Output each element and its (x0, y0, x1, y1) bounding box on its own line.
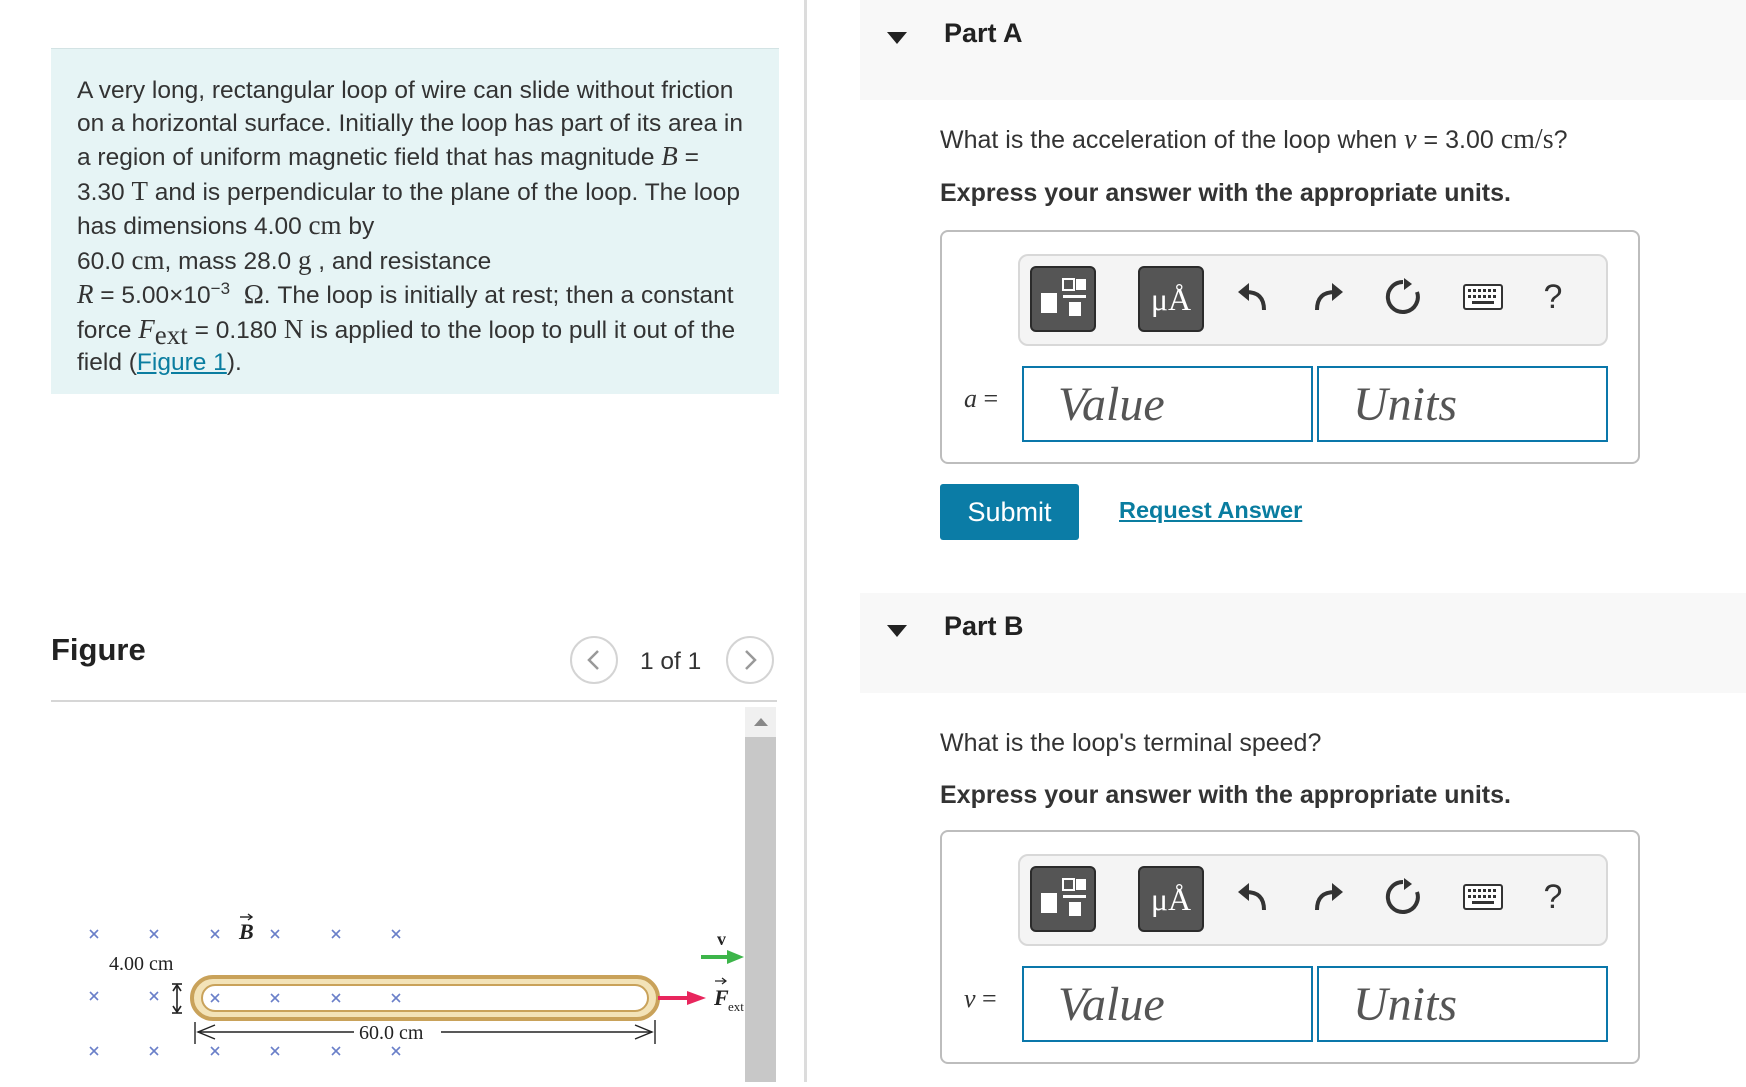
field-cross (150, 992, 158, 1000)
velocity-arrowhead (727, 950, 744, 964)
answer-variable-label (964, 384, 998, 414)
answer-variable-label (964, 984, 997, 1014)
unit-gram: g (297, 244, 312, 275)
field-cross (392, 1047, 400, 1055)
units-input[interactable] (1317, 366, 1608, 442)
figure-link[interactable]: Figure 1 (136, 349, 227, 376)
problem-text: = 0.180 (187, 316, 284, 344)
keyboard-icon[interactable] (1460, 274, 1506, 320)
fraction-template-icon (1038, 277, 1088, 321)
label-width: 4.00 cm (109, 953, 174, 975)
part-b-header[interactable] (860, 593, 1746, 693)
collapse-triangle-icon[interactable] (886, 28, 908, 51)
length-dimension (195, 1020, 655, 1044)
math-toolbar (1018, 854, 1608, 946)
submit-button[interactable]: Submit (940, 484, 1079, 540)
templates-button[interactable] (1030, 866, 1096, 932)
field-cross (271, 1047, 279, 1055)
problem-text: = 3.30 (77, 144, 699, 206)
width-dimension (172, 984, 182, 1013)
figure-counter: 1 of 1 (640, 648, 702, 675)
field-cross (211, 930, 219, 938)
part-b-answer-box (940, 830, 1640, 1064)
problem-text: is applied to the loop to pull it out of the field ( (77, 316, 736, 376)
units-icon: μÅ (1150, 280, 1192, 317)
chevron-left-icon (585, 649, 603, 671)
unit-tesla: T (131, 175, 148, 206)
request-answer-link[interactable]: Request Answer (1119, 497, 1303, 523)
part-a-header[interactable] (860, 0, 1746, 100)
undo-icon[interactable] (1230, 874, 1276, 920)
triangle-up-icon (753, 717, 769, 727)
exponent: −3 (210, 278, 231, 298)
keyboard-icon[interactable] (1460, 874, 1506, 920)
problem-text: , and resistance (311, 247, 492, 275)
problem-statement (51, 48, 779, 394)
redo-icon[interactable] (1305, 274, 1351, 320)
unit-ohm: Ω (243, 279, 264, 309)
problem-text: = 5.00×10 (93, 282, 211, 309)
field-cross (211, 1047, 219, 1055)
collapse-triangle-icon[interactable] (886, 621, 908, 644)
value-input[interactable] (1022, 366, 1313, 442)
label-v: v (717, 929, 726, 949)
field-cross (90, 992, 98, 1000)
units-input[interactable] (1317, 966, 1608, 1042)
question-text: = 3.00 (1416, 126, 1501, 154)
part-b-title: Part B (944, 611, 1024, 641)
field-cross (90, 930, 98, 938)
problem-text: ). (226, 349, 242, 376)
scroll-up-button[interactable] (745, 707, 776, 737)
value-input[interactable] (1022, 966, 1313, 1042)
field-cross (332, 1047, 340, 1055)
undo-icon[interactable] (1230, 274, 1276, 320)
unit-cm: cm (308, 210, 342, 240)
field-cross (392, 930, 400, 938)
field-cross (332, 930, 340, 938)
loop-diagram (51, 702, 744, 1082)
figure-panel (51, 702, 744, 1082)
part-a-question (940, 124, 1568, 156)
label-F: F (714, 985, 729, 1010)
subscript-ext: ext (154, 319, 188, 350)
templates-button[interactable] (1030, 266, 1096, 332)
figure-scrollbar[interactable] (745, 707, 776, 1082)
problem-text: and is perpendicular to the plane of the loop. The loop has dimensions 4.00 (77, 178, 741, 240)
problem-text: . The loop is initially at rest; then a constant force (77, 282, 734, 344)
wire-loop-inner (202, 985, 648, 1011)
part-a-title: Part A (944, 18, 1023, 48)
reset-icon[interactable] (1380, 874, 1426, 920)
field-cross (90, 1047, 98, 1055)
symbol-B: B (661, 141, 678, 171)
problem-text: 60.0 (77, 247, 132, 275)
equals-sign: = (975, 984, 997, 1013)
question-text: ? (1553, 126, 1568, 154)
field-cross (150, 1047, 158, 1055)
symbol-v: v (964, 984, 976, 1013)
force-arrowhead (687, 991, 706, 1005)
chevron-right-icon (741, 649, 759, 671)
equals-sign: = (977, 384, 999, 413)
symbol-v: v (1404, 124, 1417, 155)
unit-cm: cm (131, 244, 165, 275)
symbol-R: R (77, 279, 94, 309)
symbol-a: a (964, 384, 977, 413)
units-icon: μÅ (1150, 880, 1192, 917)
redo-icon[interactable] (1305, 874, 1351, 920)
part-b-instructions: Express your answer with the appropriate units. (940, 781, 1511, 809)
unit-newton: N (283, 313, 304, 344)
help-icon[interactable]: ? (1543, 877, 1563, 916)
help-icon[interactable]: ? (1543, 277, 1563, 316)
label-F-sub: ext (728, 999, 744, 1014)
column-divider (804, 0, 807, 1082)
label-B: B (239, 919, 254, 944)
symbol-F: F (138, 313, 155, 344)
figure-title: Figure (51, 632, 146, 667)
figure-next-button[interactable] (726, 636, 774, 684)
question-text: What is the acceleration of the loop when (940, 126, 1405, 154)
label-length: 60.0 cm (359, 1022, 424, 1044)
unit-cm-per-s: cm/s (1500, 124, 1554, 155)
math-toolbar (1018, 254, 1608, 346)
reset-icon[interactable] (1380, 274, 1426, 320)
units-button[interactable] (1138, 866, 1204, 932)
part-a-instructions: Express your answer with the appropriate units. (940, 179, 1511, 207)
field-cross (271, 930, 279, 938)
problem-text: by (341, 213, 375, 240)
fraction-template-icon (1038, 877, 1088, 921)
figure-prev-button[interactable] (570, 636, 618, 684)
part-b-question: What is the loop's terminal speed? (940, 729, 1322, 757)
problem-text: A very long, rectangular loop of wire can slide without friction on a horizontal surface. Initially the loop has part of its area in a region of uniform magnetic field that has magnitude (77, 77, 743, 171)
field-cross (150, 930, 158, 938)
part-a-answer-box (940, 230, 1640, 464)
problem-text: , mass 28.0 (164, 247, 298, 275)
units-button[interactable] (1138, 266, 1204, 332)
